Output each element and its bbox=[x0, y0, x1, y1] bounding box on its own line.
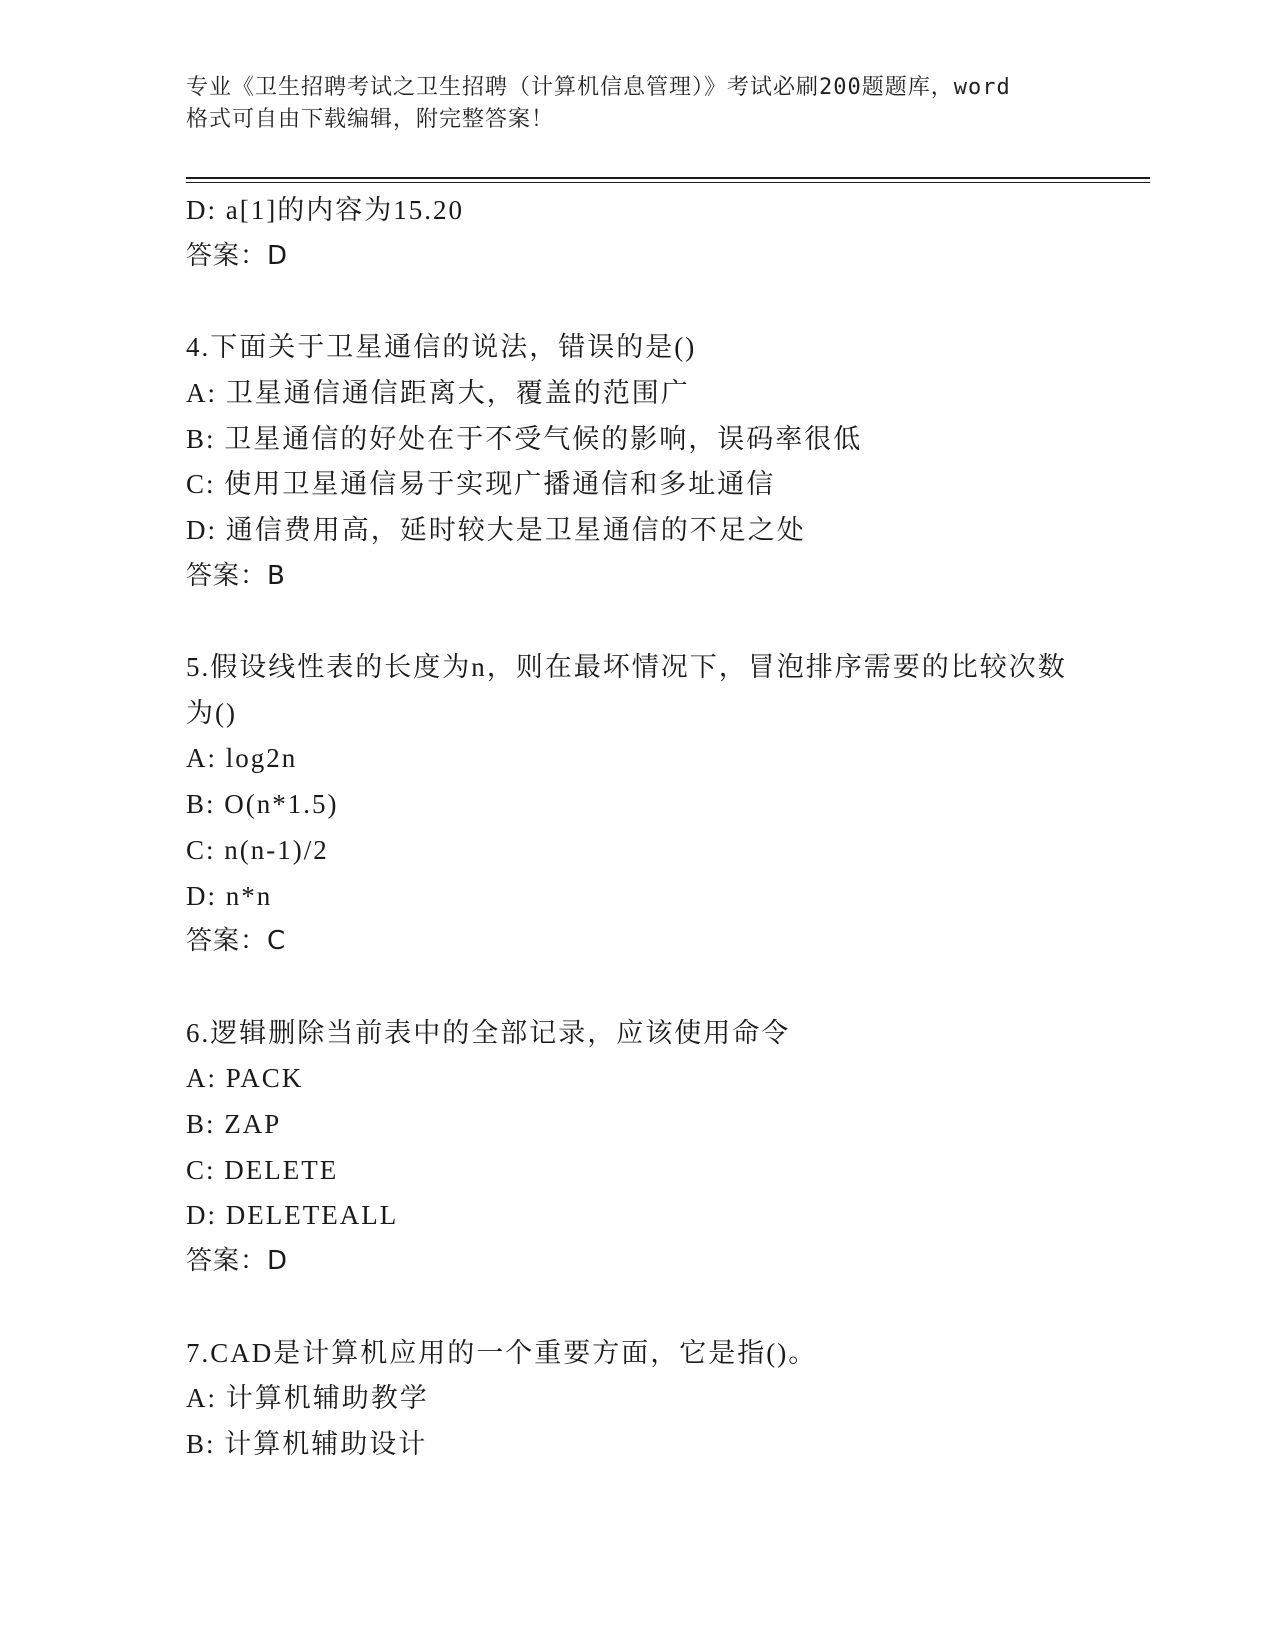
question-7 bbox=[186, 1331, 1086, 1468]
document-header bbox=[186, 72, 1086, 136]
answer-line: 答案：D bbox=[186, 240, 289, 271]
spacer bbox=[186, 599, 1086, 645]
option-d: D: n*n bbox=[186, 880, 273, 911]
option-b: B: ZAP bbox=[186, 1109, 282, 1140]
question-stem: 4.下面关于卫星通信的说法，错误的是() bbox=[186, 332, 697, 363]
option-d: D: 通信费用高，延时较大是卫星通信的不足之处 bbox=[186, 514, 806, 545]
header-line-1: 专业《卫生招聘考试之卫生招聘（计算机信息管理）》考试必刷200题题库，word bbox=[186, 75, 1011, 100]
spacer bbox=[186, 279, 1086, 325]
answer-line: 答案：B bbox=[186, 560, 286, 591]
option-b: B: O(n*1.5) bbox=[186, 789, 339, 820]
answer-line: 答案：C bbox=[186, 926, 287, 957]
question-6 bbox=[186, 1011, 1086, 1285]
header-divider-thick bbox=[186, 177, 1150, 179]
option-c: C: n(n-1)/2 bbox=[186, 834, 329, 865]
question-stem: 6.逻辑删除当前表中的全部记录，应该使用命令 bbox=[186, 1017, 791, 1048]
question-4 bbox=[186, 325, 1086, 599]
question-stem: 5.假设线性表的长度为n，则在最坏情况下，冒泡排序需要的比较次数 bbox=[186, 652, 1067, 682]
spacer bbox=[186, 965, 1086, 1011]
option-a: A: 卫星通信通信距离大，覆盖的范围广 bbox=[186, 377, 690, 408]
question-stem: 7.CAD是计算机应用的一个重要方面，它是指()。 bbox=[186, 1337, 818, 1368]
document-body bbox=[186, 188, 1086, 1468]
spacer bbox=[186, 1285, 1086, 1331]
option-b: B: 卫星通信的好处在于不受气候的影响，误码率很低 bbox=[186, 423, 863, 454]
answer-line: 答案：D bbox=[186, 1246, 289, 1277]
header-divider-thin bbox=[186, 182, 1150, 183]
option-a: A: PACK bbox=[186, 1063, 304, 1094]
question-5 bbox=[186, 645, 1086, 965]
header-line-2: 格式可自由下载编辑，附完整答案！ bbox=[186, 107, 555, 132]
option-c: C: DELETE bbox=[186, 1154, 339, 1185]
option-d: D: DELETEALL bbox=[186, 1200, 399, 1231]
option-b: B: 计算机辅助设计 bbox=[186, 1428, 428, 1459]
option-a: A: 计算机辅助教学 bbox=[186, 1383, 429, 1414]
option-a: A: log2n bbox=[186, 743, 298, 774]
previous-question-tail bbox=[186, 188, 1086, 279]
question-stem-continued: 为() bbox=[186, 697, 237, 728]
option-d: D: a[1]的内容为15.20 bbox=[186, 195, 464, 225]
option-c: C: 使用卫星通信易于实现广播通信和多址通信 bbox=[186, 469, 776, 500]
